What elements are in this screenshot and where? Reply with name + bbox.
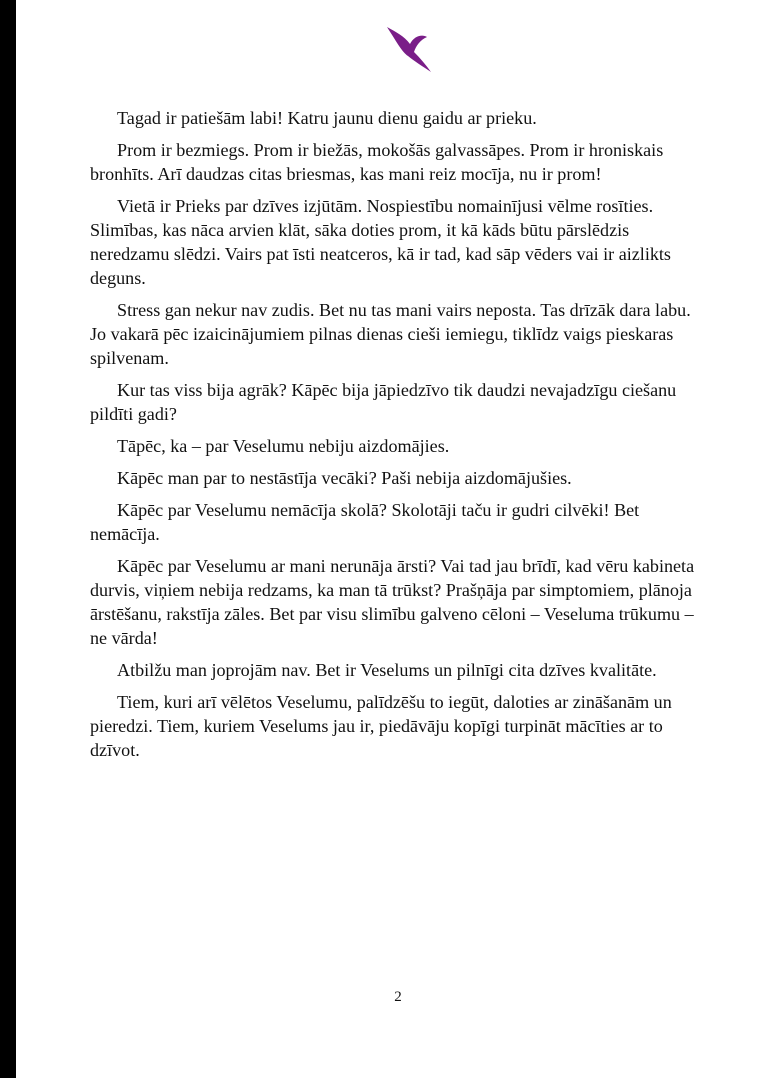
paragraph: Kur tas viss bija agrāk? Kāpēc bija jāpiedzīvo tik daudzi nevajadzīgu ciešanu pildīti gadi? bbox=[90, 380, 677, 424]
bird-icon bbox=[384, 24, 434, 74]
paragraph: Kāpēc par Veselumu ar mani nerunāja ārsti? Vai tad jau brīdī, kad vēru kabineta durvis, viņiem nebija redzams, ka man tā trūkst? Prašņāja par simptomiem, plānoja ārstēšanu, rakstīja zāles. Bet par visu slimību galveno cēloni – Veseluma trūkumu – ne vārda! bbox=[90, 556, 695, 648]
paragraph: Stress gan nekur nav zudis. Bet nu tas mani vairs neposta. Tas drīzāk dara labu. Jo vakarā pēc izaicinājumiem pilnas dienas cieši iemiegu, tiklīdz vaigs pieskaras spilvenam. bbox=[90, 300, 691, 368]
paragraph: Atbilžu man joprojām nav. Bet ir Veselums un pilnīgi cita dzīves kvalitāte. bbox=[117, 660, 657, 680]
paragraph: Tagad ir patiešām labi! Katru jaunu dienu gaidu ar prieku. bbox=[117, 108, 537, 128]
page-left-border bbox=[0, 0, 16, 1078]
paragraph: Prom ir bezmiegs. Prom ir biežās, mokošās galvassāpes. Prom ir hroniskais bronhīts. Arī daudzas citas briesmas, kas mani reiz mocīja, nu ir prom! bbox=[90, 140, 664, 184]
paragraph: Vietā ir Prieks par dzīves izjūtām. Nospiestību nomainījusi vēlme rosīties. Slimības, kas nāca arvien klāt, sāka doties prom, it kā kāds būtu pārslēdzis neredzamu slēdzi. Vairs pat īsti neatceros, kā ir tad, kad sāp vēders vai ir aizlikts deguns. bbox=[90, 196, 671, 288]
paragraph: Kāpēc man par to nestāstīja vecāki? Paši nebija aizdomājušies. bbox=[117, 468, 572, 488]
paragraph: Tāpēc, ka – par Veselumu nebiju aizdomājies. bbox=[117, 436, 450, 456]
paragraph: Tiem, kuri arī vēlētos Veselumu, palīdzēšu to iegūt, daloties ar zināšanām un pieredzi. Tiem, kuriem Veselums jau ir, piedāvāju kopīgi turpināt mācīties ar to dzīvot. bbox=[90, 692, 672, 760]
body-text bbox=[90, 106, 710, 770]
page-number: 2 bbox=[394, 989, 402, 1005]
paragraph: Kāpēc par Veselumu nemācīja skolā? Skolotāji taču ir gudri cilvēki! Bet nemācīja. bbox=[90, 500, 640, 544]
